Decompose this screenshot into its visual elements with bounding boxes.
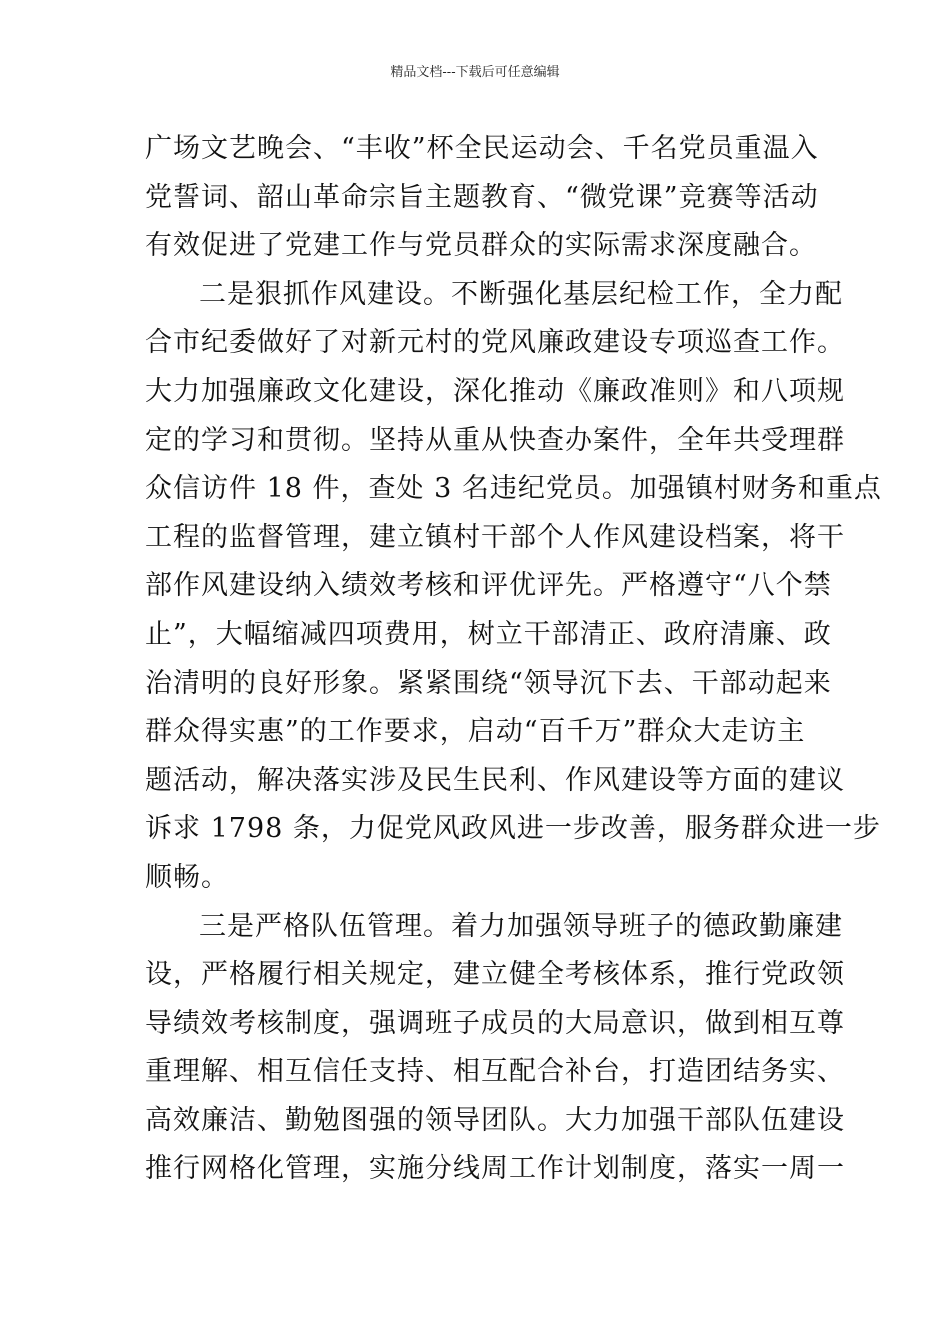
text-line: 广场文艺晚会、“丰收”杯全民运动会、千名党员重温入: [145, 133, 819, 164]
text-line: 定的学习和贯彻。坚持从重从快查办案件，全年共受理群: [145, 424, 845, 456]
text-line: 设，严格履行相关规定，建立健全考核体系，推行党政领: [145, 959, 845, 991]
text-line: 诉求 1798 条，力促党风政风进一步改善，服务群众进一步: [145, 813, 881, 845]
text-line: 部作风建设纳入绩效考核和评优评先。严格遵守“八个禁: [145, 570, 832, 602]
paragraph: [145, 125, 819, 271]
text-line: 群众得实惠”的工作要求，启动“百千万”群众大走访主: [145, 716, 806, 748]
text-line: 止”，大幅缩减四项费用，树立干部清正、政府清廉、政: [145, 618, 832, 650]
text-line: 重理解、相互信任支持、相互配合补台，打造团结务实、: [145, 1056, 845, 1088]
text-line: 导绩效考核制度，强调班子成员的大局意识，做到相互尊: [145, 1007, 845, 1039]
paragraph: [145, 903, 845, 1195]
page-header: 精品文档---下载后可任意编辑: [390, 65, 560, 80]
text-line: 推行网格化管理，实施分线周工作计划制度，落实一周一: [145, 1153, 845, 1185]
text-line: 二是狠抓作风建设。不断强化基层纪检工作，全力配: [199, 278, 843, 310]
text-line: 有效促进了党建工作与党员群众的实际需求深度融合。: [145, 230, 817, 262]
text-line: 工程的监督管理，建立镇村干部个人作风建设档案，将干: [145, 521, 845, 553]
text-line: 题活动，解决落实涉及民生民利、作风建设等方面的建议: [145, 764, 845, 796]
text-line: 顺畅。: [145, 861, 229, 893]
text-line: 治清明的良好形象。紧紧围绕“领导沉下去、干部动起来: [145, 667, 832, 699]
paragraph: [145, 271, 882, 903]
text-line: 大力加强廉政文化建设，深化推动《廉政准则》和八项规: [145, 375, 845, 407]
document-body: [145, 125, 882, 1194]
text-line: 高效廉洁、勤勉图强的领导团队。大力加强干部队伍建设: [145, 1104, 845, 1136]
text-line: 众信访件 18 件，查处 3 名违纪党员。加强镇村财务和重点: [145, 473, 882, 505]
text-line: 三是严格队伍管理。着力加强领导班子的德政勤廉建: [199, 910, 843, 942]
text-line: 合市纪委做好了对新元村的党风廉政建设专项巡查工作。: [145, 327, 845, 359]
text-line: 党誓词、韶山革命宗旨主题教育、“微党课”竞赛等活动: [145, 181, 819, 213]
